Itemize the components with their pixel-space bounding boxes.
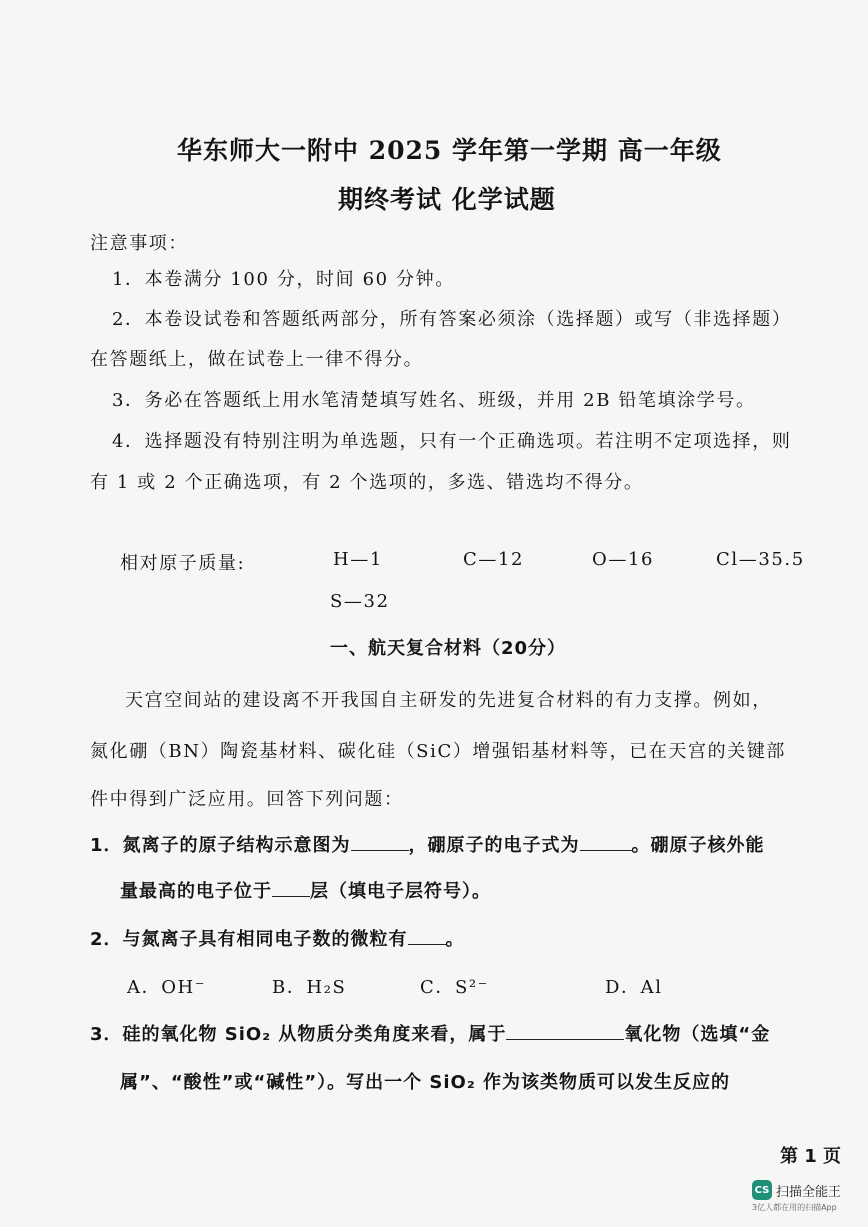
question-2-stem: 2．与氮离子具有相同电子数的微粒有 。 [90, 929, 465, 950]
section-intro: 氮化硼（BN）陶瓷基材料、碳化硅（SiC）增强铝基材料等，已在天宫的关键部 [90, 741, 787, 762]
scanner-app-name: 扫描全能王 [776, 1184, 842, 1200]
atomic-mass-o: O—16 [592, 549, 655, 570]
section-title: 一、航天复合材料（20分） [330, 638, 567, 659]
section-intro: 天宫空间站的建设离不开我国自主研发的先进复合材料的有力支撑。例如， [125, 690, 772, 711]
option-d[interactable]: D．Al [605, 977, 663, 998]
answer-blank[interactable] [580, 834, 632, 851]
notice-item: 4．选择题没有特别注明为单选题，只有一个正确选项。若注明不定项选择，则 [112, 431, 792, 452]
section-intro: 件中得到广泛应用。回答下列问题： [90, 789, 404, 810]
answer-blank[interactable] [506, 1023, 624, 1040]
question-3-line1: 3．硅的氧化物 SiO₂ 从物质分类角度来看，属于 氧化物（选填“金 [90, 1024, 771, 1045]
notice-item: 有 1 或 2 个正确选项，有 2 个选项的，多选、错选均不得分。 [90, 472, 644, 493]
atomic-mass-c: C—12 [463, 549, 525, 570]
atomic-mass-cl: Cl—35.5 [716, 549, 805, 570]
question-3-line2: 属”、“酸性”或“碱性”）。写出一个 SiO₂ 作为该类物质可以发生反应的 [120, 1072, 731, 1093]
question-1-line1: 1．氮离子的原子结构示意图为 ，硼原子的电子式为 。硼原子核外能 [90, 835, 765, 856]
scanner-watermark [752, 1180, 841, 1213]
notice-item: 在答题纸上，做在试卷上一律不得分。 [90, 349, 424, 370]
option-b[interactable]: B．H₂S [272, 977, 347, 998]
page-number: 第 1 页 [780, 1146, 842, 1167]
notice-heading: 注意事项： [90, 233, 188, 254]
atomic-mass-h: H—1 [333, 549, 383, 570]
option-c[interactable]: C．S²⁻ [420, 977, 489, 998]
answer-blank[interactable] [408, 928, 446, 945]
notice-item: 1．本卷满分 100 分，时间 60 分钟。 [112, 269, 455, 290]
exam-title-line1: 华东师大一附中 2025 学年第一学期 高一年级 [177, 136, 722, 165]
scanner-app-tagline: 3亿人都在用的扫描App [752, 1203, 837, 1212]
camscanner-icon: CS [752, 1180, 772, 1200]
atomic-mass-s: S—32 [330, 591, 390, 612]
answer-blank[interactable] [351, 834, 409, 851]
atomic-mass-label: 相对原子质量: [120, 553, 246, 574]
question-1-line2: 量最高的电子位于 层（填电子层符号）。 [120, 881, 491, 902]
answer-blank[interactable] [272, 880, 310, 897]
exam-title-line2: 期终考试 化学试题 [338, 185, 556, 214]
notice-item: 3．务必在答题纸上用水笔清楚填写姓名、班级，并用 2B 铅笔填涂学号。 [112, 390, 756, 411]
notice-item: 2．本卷设试卷和答题纸两部分，所有答案必须涂（选择题）或写（非选择题） [112, 309, 792, 330]
option-a[interactable]: A．OH⁻ [127, 977, 206, 998]
